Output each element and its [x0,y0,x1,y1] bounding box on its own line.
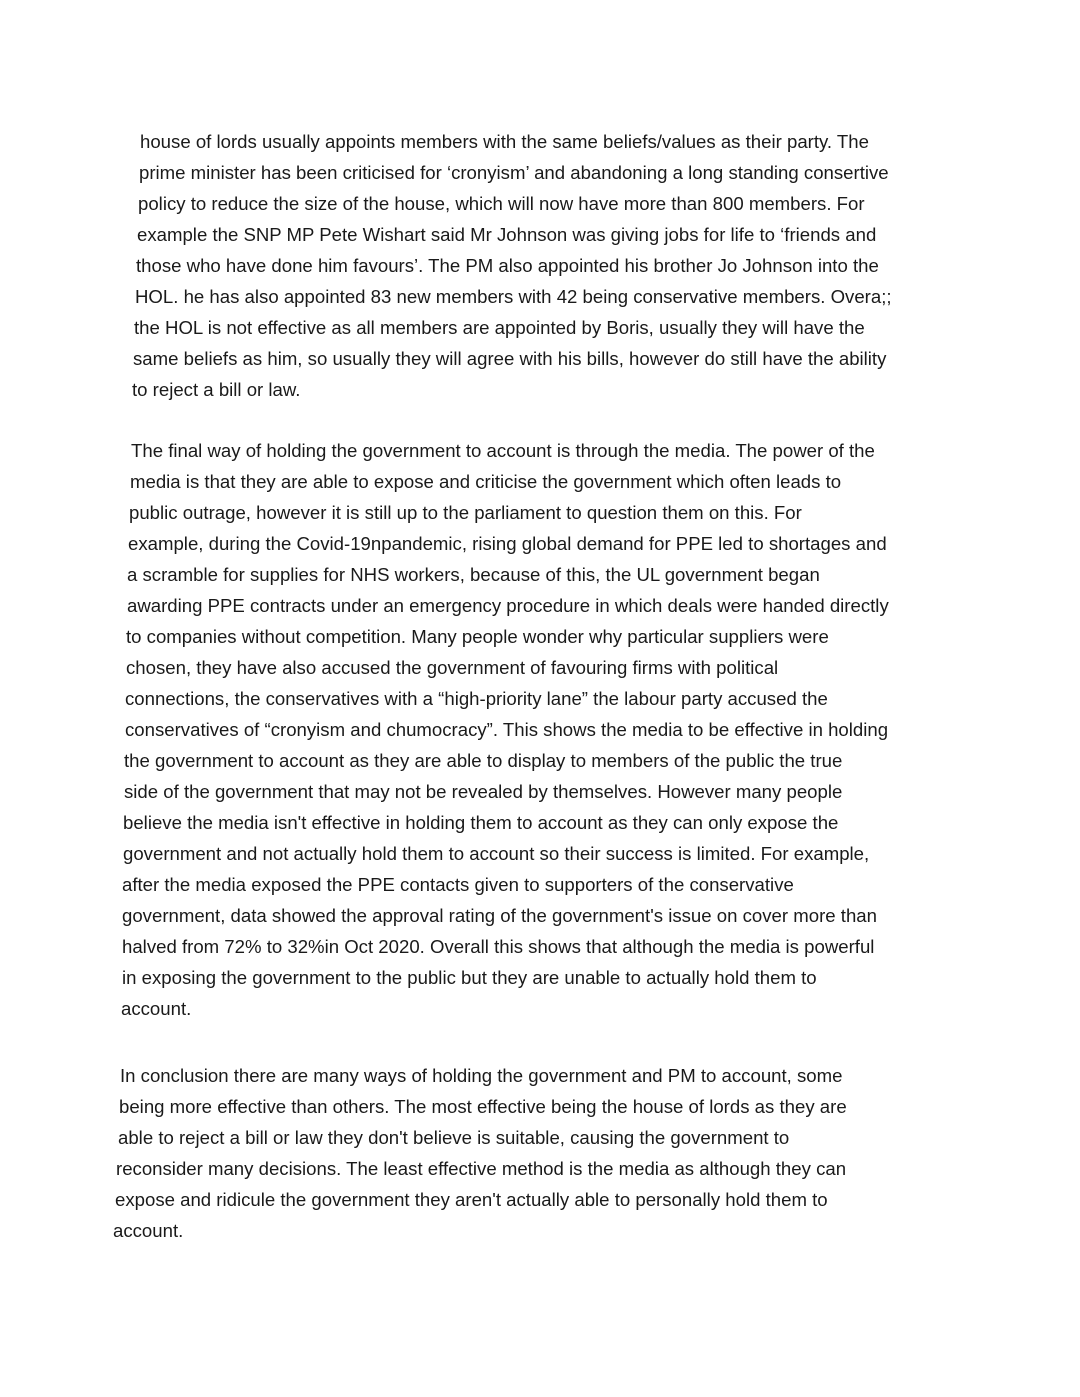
text-line: account. [121,998,192,1019]
text-line: In conclusion there are many ways of holding the government and PM to account, some [120,1065,843,1086]
text-line: awarding PPE contracts under an emergency procedure in which deals were handed directly [127,595,889,616]
text-line: media is that they are able to expose and criticise the government which often leads to [130,471,842,492]
text-line: after the media exposed the PPE contacts given to supporters of the conservative [122,874,794,895]
text-line: HOL. he has also appointed 83 new members with 42 being conservative members. Overa;; [135,286,892,307]
text-line: chosen, they have also accused the government of favouring firms with political [126,657,779,678]
text-line: the government to account as they are able to display to members of the public the true [124,750,843,771]
paragraph-conclusion [0,1060,847,1246]
text-line: government, data showed the approval rating of the government's issue on cover more than [122,905,877,926]
paragraph-media [0,435,889,1024]
text-line: to companies without competition. Many people wonder why particular suppliers were [126,626,829,647]
text-line: believe the media isn't effective in holding them to account as they can only expose the [123,812,839,833]
text-line: being more effective than others. The most effective being the house of lords as they are [119,1096,847,1117]
text-line: example, during the Covid-19npandemic, rising global demand for PPE led to shortages and [128,533,887,554]
text-line: side of the government that may not be revealed by themselves. However many people [124,781,843,802]
text-line: conservatives of “cronyism and chumocracy”. This shows the media to be effective in holding [125,719,889,740]
paragraph-house-of-lords [0,126,892,405]
text-line: able to reject a bill or law they don't believe is suitable, causing the government to [118,1127,790,1148]
text-line: example the SNP MP Pete Wishart said Mr Johnson was giving jobs for life to ‘friends and [137,224,877,245]
text-line: government and not actually hold them to account so their success is limited. For example, [123,843,870,864]
text-line: same beliefs as him, so usually they will agree with his bills, however do still have the ability [133,348,887,369]
text-line: prime minister has been criticised for ‘cronyism’ and abandoning a long standing consertive [139,162,889,183]
text-line: connections, the conservatives with a “high-priority lane” the labour party accused the [125,688,828,709]
text-line: account. [113,1220,184,1241]
text-line: halved from 72% to 32%in Oct 2020. Overall this shows that although the media is powerful [122,936,875,957]
text-line: a scramble for supplies for NHS workers, because of this, the UL government began [127,564,820,585]
text-line: public outrage, however it is still up to the parliament to question them on this. For [129,502,802,523]
text-line: expose and ridicule the government they aren't actually able to personally hold them to [115,1189,828,1210]
text-line: those who have done him favours’. The PM also appointed his brother Jo Johnson into the [136,255,879,276]
text-line: house of lords usually appoints members with the same beliefs/values as their party. The [140,131,869,152]
text-line: policy to reduce the size of the house, which will now have more than 800 members. For [138,193,865,214]
text-line: reconsider many decisions. The least effective method is the media as although they can [116,1158,847,1179]
text-line: the HOL is not effective as all members are appointed by Boris, usually they will have the [134,317,865,338]
text-line: to reject a bill or law. [132,379,301,400]
text-line: The final way of holding the government to account is through the media. The power of the [131,440,875,461]
text-line: in exposing the government to the public but they are unable to actually hold them to [122,967,817,988]
